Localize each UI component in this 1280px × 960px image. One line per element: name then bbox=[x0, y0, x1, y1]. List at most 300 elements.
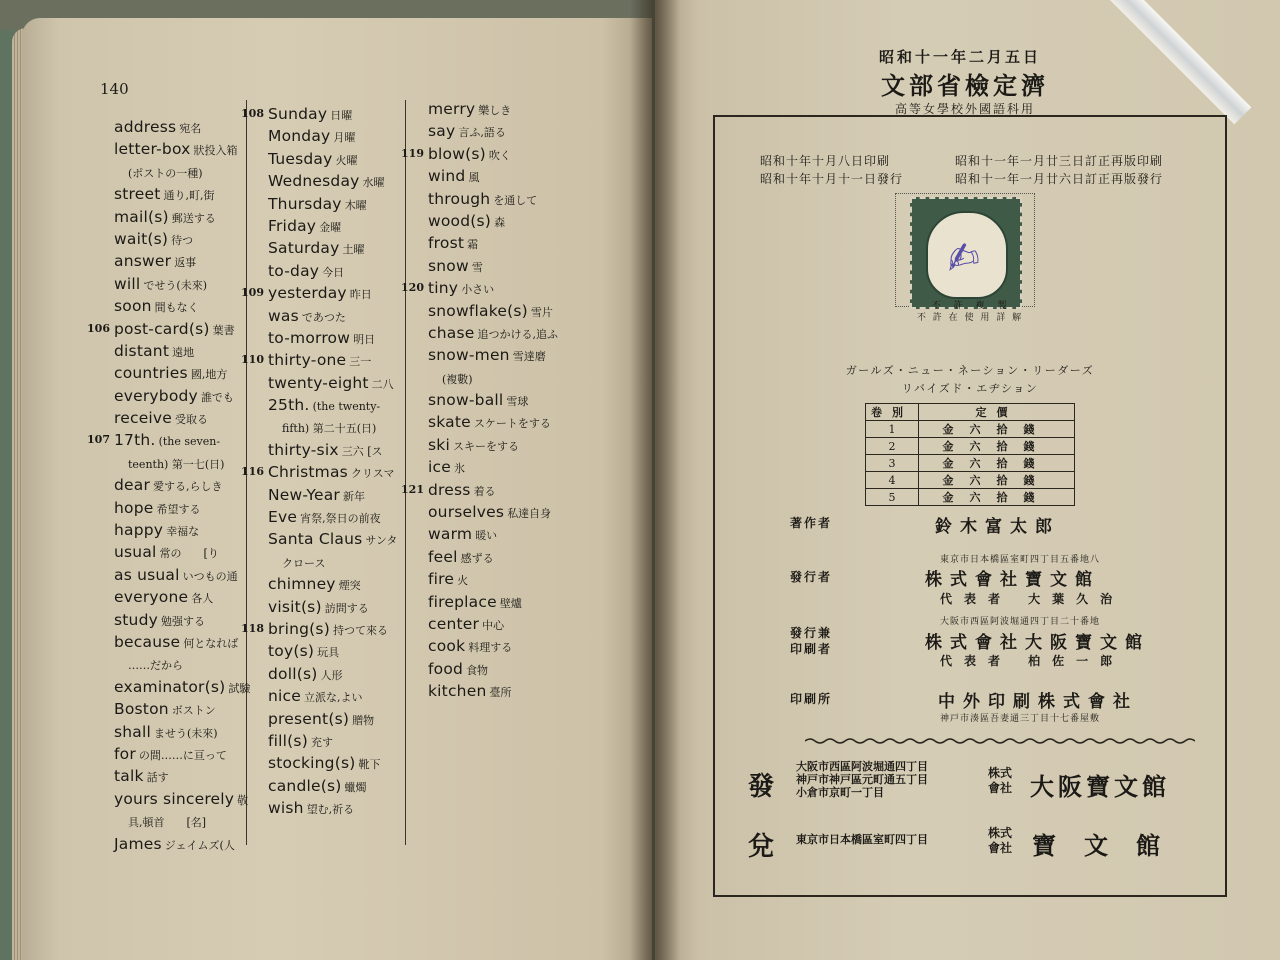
vocab-meaning: 試驗 bbox=[228, 681, 251, 695]
vocab-meaning: 玩具 bbox=[317, 646, 340, 660]
vocab-meaning: 何となれば bbox=[183, 636, 239, 650]
price-row bbox=[866, 472, 1075, 489]
vocab-entry bbox=[241, 349, 397, 371]
vocab-meaning: (ポストの一種) bbox=[128, 166, 203, 180]
vocab-word: present(s) bbox=[268, 709, 350, 728]
vocab-entry bbox=[428, 120, 558, 142]
vocab-meaning: 宛名 bbox=[179, 122, 202, 135]
vocab-word: fill(s) bbox=[268, 731, 308, 750]
republish-date: 昭和十一年一月廿六日訂正再版發行 bbox=[955, 172, 1164, 186]
vocab-entry bbox=[87, 429, 250, 451]
vocab-entry bbox=[401, 479, 558, 501]
vocab-meaning: 昨日 bbox=[349, 288, 372, 302]
wavy-divider bbox=[805, 737, 1195, 745]
vocab-word: fire bbox=[428, 570, 455, 589]
vocab-entry bbox=[268, 685, 397, 707]
vocab-word: answer bbox=[114, 252, 172, 271]
vocab-entry bbox=[114, 206, 250, 228]
vocab-entry bbox=[428, 322, 558, 344]
vocab-word: happy bbox=[114, 521, 164, 540]
vocab-entry bbox=[428, 389, 558, 411]
vocab-meaning: 靴下 bbox=[358, 758, 381, 772]
vocab-word: Saturday bbox=[268, 239, 340, 258]
vocab-meaning: 望む,祈る bbox=[306, 803, 355, 817]
vocab-entry bbox=[428, 300, 558, 322]
vocab-meaning: 國,地方 bbox=[190, 368, 228, 382]
lesson-number: 110 bbox=[241, 353, 264, 367]
vocab-meaning: 具,頓首 [名] bbox=[128, 816, 207, 830]
vocab-entry bbox=[268, 439, 397, 461]
volume-number: 1 bbox=[866, 421, 919, 438]
vocab-word: address bbox=[114, 118, 177, 136]
vocab-word: chimney bbox=[268, 575, 336, 594]
vocab-meaning: の間……に亘って bbox=[138, 748, 227, 762]
vocab-meaning: 雪 bbox=[471, 260, 483, 274]
vocab-meaning: 感ずる bbox=[460, 551, 494, 565]
vocab-entry bbox=[428, 613, 558, 635]
page-number: 140 bbox=[100, 80, 129, 98]
vocab-word: blow(s) bbox=[428, 144, 486, 163]
approval-date: 昭和十一年二月五日 bbox=[878, 48, 1041, 66]
vocab-entry bbox=[428, 456, 558, 478]
vocab-entry bbox=[428, 255, 558, 277]
vocab-meaning: 料理する bbox=[468, 641, 513, 655]
vocab-entry bbox=[114, 586, 250, 608]
vocab-entry bbox=[114, 810, 250, 832]
approval-title: 文部省檢定濟 bbox=[881, 71, 1049, 100]
vocab-meaning: ……だから bbox=[128, 659, 183, 673]
vocab-word: snow bbox=[428, 256, 469, 275]
vocab-meaning: 金曜 bbox=[319, 220, 342, 234]
vocab-meaning: クリスマ bbox=[350, 467, 395, 481]
price-row bbox=[866, 455, 1075, 472]
vocab-entry bbox=[268, 193, 397, 215]
vocab-entry bbox=[268, 260, 397, 282]
vocab-word: Boston bbox=[114, 700, 169, 719]
volume-price: 金六拾錢 bbox=[919, 455, 1075, 472]
press-name: 中外印刷株式會社 bbox=[938, 692, 1138, 712]
vocab-meaning: 通り,町,街 bbox=[163, 189, 215, 203]
vocab-entry bbox=[114, 474, 250, 496]
vocab-word: kitchen bbox=[428, 682, 487, 701]
price-row bbox=[866, 489, 1075, 506]
vocab-word: distant bbox=[114, 341, 170, 360]
lesson-number: 121 bbox=[401, 482, 424, 496]
vocab-entry bbox=[268, 663, 397, 685]
vocab-entry bbox=[114, 340, 250, 362]
vocab-entry bbox=[401, 277, 558, 299]
vocab-meaning: 充す bbox=[310, 735, 333, 749]
vocab-entry bbox=[428, 501, 558, 523]
vocab-word: twenty-eight bbox=[268, 373, 369, 392]
vocab-word: wind bbox=[428, 167, 466, 186]
vocab-meaning: 持つて來る bbox=[332, 623, 388, 637]
press-address: 神戸市湊區吾妻通三丁目十七番屋敷 bbox=[940, 714, 1101, 724]
vocab-meaning: 暖い bbox=[475, 529, 498, 543]
vocab-meaning: 話す bbox=[146, 771, 169, 785]
vocab-entry bbox=[428, 188, 558, 210]
vocab-entry bbox=[428, 344, 558, 366]
vocab-word: doll(s) bbox=[268, 664, 318, 683]
vocab-meaning: 狀投入箱 bbox=[193, 144, 238, 158]
vocab-entry bbox=[268, 125, 397, 147]
vocab-word: to-day bbox=[268, 261, 320, 280]
vocab-word: warm bbox=[428, 525, 473, 544]
stamp-note bbox=[905, 300, 1035, 324]
author-name: 鈴木富太郎 bbox=[935, 517, 1060, 537]
vocab-meaning: を通して bbox=[493, 193, 538, 207]
vocab-entry bbox=[114, 519, 250, 541]
vocab-meaning: 受取る bbox=[175, 413, 209, 427]
vocab-meaning: スキーをする bbox=[452, 439, 519, 453]
vocab-word: skate bbox=[428, 413, 471, 432]
vocab-entry bbox=[114, 631, 250, 653]
vocab-entry bbox=[114, 721, 250, 743]
vocab-entry bbox=[268, 394, 397, 416]
vocab-word: ice bbox=[428, 458, 451, 477]
vocab-word: Tuesday bbox=[268, 149, 333, 168]
vocab-word: was bbox=[268, 306, 299, 325]
vocab-meaning: 郵送する bbox=[171, 211, 216, 225]
vocab-meaning: 新年 bbox=[342, 489, 365, 503]
printer-label: 發行兼 bbox=[790, 626, 833, 640]
vocab-word: Friday bbox=[268, 216, 317, 235]
vocab-entry bbox=[268, 528, 397, 550]
vocab-meaning: 待つ bbox=[171, 233, 194, 247]
vocab-meaning: 小さい bbox=[461, 283, 495, 297]
vocab-entry bbox=[114, 407, 250, 429]
vocab-column-2 bbox=[240, 103, 397, 820]
vocab-meaning: 木曜 bbox=[344, 198, 367, 212]
print-date: 昭和十年十月八日印刷 bbox=[760, 154, 891, 168]
series-title: ガールズ・ニュー・ネーション・リーダーズ bbox=[845, 364, 1095, 377]
vocab-entry bbox=[114, 765, 250, 787]
vocab-meaning: 今日 bbox=[322, 265, 345, 279]
vocab-word: Thursday bbox=[268, 194, 342, 213]
press-label: 印刷所 bbox=[790, 692, 833, 706]
vocab-meaning: 霜 bbox=[467, 238, 479, 252]
vocab-entry bbox=[428, 546, 558, 568]
vocab-entry bbox=[114, 228, 250, 250]
lesson-number: 119 bbox=[401, 146, 424, 160]
vocab-word: dear bbox=[114, 476, 151, 495]
distributor-name: 寶文館 bbox=[1032, 831, 1188, 860]
revenue-stamp bbox=[910, 197, 1022, 309]
vocab-entry bbox=[114, 564, 250, 586]
series-edition: リバイズド・エヂション bbox=[901, 382, 1039, 395]
seal-mark-icon: ✍ bbox=[941, 232, 984, 284]
vocab-entry bbox=[114, 609, 250, 631]
vocab-column-3 bbox=[400, 98, 558, 703]
vocab-word: to-morrow bbox=[268, 328, 351, 347]
distributor-addresses bbox=[796, 760, 928, 799]
vocab-word: feel bbox=[428, 547, 458, 566]
vocab-meaning: 追つかける,追ふ bbox=[477, 327, 558, 341]
vocab-word: tiny bbox=[428, 279, 459, 298]
vocab-meaning: 立派な,よい bbox=[304, 691, 363, 705]
vocab-entry bbox=[401, 143, 558, 165]
stamp-shield bbox=[926, 211, 1008, 299]
vocab-meaning: 日曜 bbox=[330, 109, 353, 122]
vocab-word: everyone bbox=[114, 588, 189, 607]
header-volume: 卷別 bbox=[866, 404, 919, 421]
vocab-meaning: (the seven- bbox=[158, 435, 221, 449]
vocab-word: snowflake(s) bbox=[428, 301, 528, 320]
vocab-meaning: 風 bbox=[468, 171, 480, 185]
stamp-note-line: 不 許 在 使 用 詳 解 bbox=[916, 313, 1024, 323]
publisher-label: 發行者 bbox=[790, 570, 833, 584]
vocab-word: James bbox=[114, 834, 162, 853]
vocab-word: chase bbox=[428, 323, 475, 342]
vocab-meaning: 雪球 bbox=[506, 395, 529, 409]
vocab-entry bbox=[428, 568, 558, 590]
vocab-meaning: 希望する bbox=[156, 502, 201, 516]
vocab-word: because bbox=[114, 632, 181, 651]
vocab-entry bbox=[114, 161, 250, 183]
vocab-entry bbox=[428, 165, 558, 187]
vocab-entry bbox=[114, 743, 250, 765]
distributor-address-line: 大阪市西區阿波堀通四丁目 bbox=[796, 760, 928, 773]
vocab-entry bbox=[428, 232, 558, 254]
volume-price: 金六拾錢 bbox=[919, 438, 1075, 455]
vocab-meaning: 臺所 bbox=[489, 686, 512, 700]
vocab-word: shall bbox=[114, 722, 152, 741]
vocab-entry bbox=[114, 497, 250, 519]
vocab-meaning: いつもの通 bbox=[182, 569, 238, 583]
vocab-entry bbox=[114, 676, 250, 698]
vocab-word: thirty-one bbox=[268, 351, 347, 370]
vocab-word: Wednesday bbox=[268, 172, 360, 191]
company-type-line: 會社 bbox=[987, 781, 1012, 795]
price-table-header bbox=[866, 404, 1075, 421]
vocab-word: nice bbox=[268, 687, 301, 706]
vocab-entry bbox=[114, 183, 250, 205]
vocab-meaning: 火 bbox=[457, 574, 469, 588]
vocab-word: through bbox=[428, 189, 491, 208]
vocab-word: hope bbox=[114, 498, 154, 517]
distributor-mark: 發 bbox=[748, 772, 775, 802]
vocab-meaning: 食物 bbox=[466, 663, 489, 677]
vocab-entry bbox=[428, 658, 558, 680]
vocab-meaning: 敬 bbox=[237, 793, 249, 807]
vocab-meaning: 宵祭,祭日の前夜 bbox=[300, 512, 381, 526]
price-row bbox=[866, 438, 1075, 455]
vocab-entry bbox=[114, 273, 250, 295]
vocab-meaning: (複數) bbox=[442, 372, 473, 386]
vocab-entry bbox=[268, 551, 397, 573]
price-table bbox=[865, 403, 1075, 506]
vocab-meaning: teenth) 第一七(日) bbox=[128, 457, 225, 471]
vocab-entry bbox=[428, 210, 558, 232]
vocab-meaning: 氷 bbox=[453, 462, 465, 476]
vocab-entry bbox=[268, 775, 397, 797]
vocab-entry bbox=[428, 635, 558, 657]
company-type bbox=[980, 766, 1020, 796]
vocab-entry bbox=[114, 295, 250, 317]
vocab-word: post-card(s) bbox=[114, 319, 210, 338]
vocab-word: Monday bbox=[268, 127, 331, 146]
volume-price: 金六拾錢 bbox=[919, 489, 1075, 506]
vocab-entry bbox=[241, 282, 397, 304]
vocab-entry bbox=[114, 833, 250, 855]
vocab-entry bbox=[114, 698, 250, 720]
vocab-meaning: 幸福な bbox=[166, 525, 200, 539]
vocab-word: cook bbox=[428, 637, 466, 656]
lesson-number: 107 bbox=[87, 433, 110, 447]
vocab-meaning: 着る bbox=[473, 484, 496, 498]
company-type bbox=[980, 826, 1020, 856]
vocab-meaning: 遠地 bbox=[172, 345, 195, 359]
vocab-word: thirty-six bbox=[268, 440, 339, 459]
vocab-meaning: 私達自身 bbox=[507, 507, 552, 521]
vocab-entry bbox=[268, 484, 397, 506]
vocab-meaning: 訪問する bbox=[324, 601, 369, 615]
vocab-entry bbox=[268, 237, 397, 259]
vocab-entry bbox=[114, 362, 250, 384]
vocab-word: ourselves bbox=[428, 503, 505, 522]
vocab-word: candle(s) bbox=[268, 776, 342, 795]
vocab-word: Christmas bbox=[268, 463, 348, 482]
printer-representative: 代表者 柏佐一郎 bbox=[940, 654, 1125, 668]
printer-label: 印刷者 bbox=[790, 642, 833, 656]
vocab-entry bbox=[428, 411, 558, 433]
vocab-word: everybody bbox=[114, 386, 198, 405]
vocab-meaning: 土曜 bbox=[342, 243, 365, 257]
vocab-meaning: 火曜 bbox=[335, 153, 358, 167]
vocab-meaning: スケートをする bbox=[473, 417, 551, 431]
vocab-meaning: 明日 bbox=[353, 332, 376, 346]
vocab-word: as usual bbox=[114, 565, 180, 584]
vocab-word: study bbox=[114, 610, 158, 629]
lesson-number: 118 bbox=[241, 621, 264, 635]
vocab-entry bbox=[268, 327, 397, 349]
vocab-entry bbox=[428, 523, 558, 545]
lesson-number: 108 bbox=[241, 107, 264, 120]
vocab-meaning: 蠟燭 bbox=[344, 780, 367, 794]
vocab-meaning: 葉書 bbox=[212, 323, 235, 337]
distributor-name: 大阪寶文館 bbox=[1030, 772, 1170, 801]
vocab-entry bbox=[241, 461, 397, 483]
vocab-word: visit(s) bbox=[268, 597, 322, 616]
vocab-entry bbox=[268, 416, 397, 438]
vocab-entry bbox=[268, 372, 397, 394]
vocab-meaning: 贈物 bbox=[352, 713, 375, 727]
vocab-meaning: 二八 bbox=[371, 377, 394, 391]
vocab-meaning: 吹く bbox=[488, 148, 511, 162]
vocab-word: wish bbox=[268, 799, 304, 818]
vocab-meaning: 三六 [ス bbox=[341, 444, 383, 458]
vocab-entry bbox=[268, 215, 397, 237]
vocab-entry bbox=[241, 103, 397, 125]
vocab-meaning: 中心 bbox=[482, 618, 505, 632]
vocab-entry bbox=[428, 591, 558, 613]
vocab-entry bbox=[268, 305, 397, 327]
vocab-entry bbox=[114, 138, 250, 160]
vocab-entry bbox=[268, 708, 397, 730]
book-spine bbox=[630, 0, 680, 960]
approval-subtitle: 高等女學校外國語科用 bbox=[894, 102, 1035, 116]
vocab-entry bbox=[114, 788, 250, 810]
volume-number: 4 bbox=[866, 472, 919, 489]
volume-number: 5 bbox=[866, 489, 919, 506]
vocab-word: Eve bbox=[268, 508, 298, 527]
vocab-entry bbox=[268, 573, 397, 595]
vocab-meaning: サンタ bbox=[365, 534, 398, 548]
vocab-meaning: 言ふ,語る bbox=[458, 126, 506, 140]
vocab-entry bbox=[428, 680, 558, 702]
vocab-entry bbox=[268, 752, 397, 774]
distributor-address-line: 神戸市神戸區元町通五丁目 bbox=[796, 773, 928, 786]
distributor-mark: 兌 bbox=[748, 832, 775, 862]
vocab-entry bbox=[241, 618, 397, 640]
printer-address: 大阪市西區阿波堀通四丁目二十番地 bbox=[940, 617, 1101, 627]
vocab-word: center bbox=[428, 614, 480, 633]
vocab-entry bbox=[114, 116, 250, 138]
vocab-entry bbox=[87, 318, 250, 340]
lesson-number: 109 bbox=[241, 286, 264, 300]
reprint-date: 昭和十一年一月廿三日訂正再版印刷 bbox=[955, 154, 1164, 168]
vocab-word: snow-ball bbox=[428, 391, 504, 410]
vocab-word: will bbox=[114, 274, 141, 293]
vocab-entry bbox=[268, 170, 397, 192]
vocab-meaning: 三一 bbox=[349, 355, 372, 369]
vocab-word: New-Year bbox=[268, 485, 340, 504]
vocab-word: stocking(s) bbox=[268, 754, 356, 773]
vocab-meaning: でせう(未來) bbox=[143, 278, 207, 292]
vocab-word: talk bbox=[114, 767, 144, 786]
lesson-number: 120 bbox=[401, 281, 424, 295]
vocab-word: letter-box bbox=[114, 140, 191, 159]
header-price: 定價 bbox=[919, 404, 1075, 421]
vocab-meaning: 水曜 bbox=[362, 176, 385, 190]
volume-price: 金六拾錢 bbox=[919, 472, 1075, 489]
vocab-entry bbox=[428, 434, 558, 456]
volume-number: 2 bbox=[866, 438, 919, 455]
vocab-word: yesterday bbox=[268, 284, 347, 303]
vocab-meaning: 愛する,らしき bbox=[153, 480, 223, 494]
vocab-word: street bbox=[114, 185, 161, 204]
vocab-word: wood(s) bbox=[428, 211, 492, 230]
vocab-entry bbox=[268, 506, 397, 528]
vocab-meaning: ジェイムズ(人 bbox=[164, 838, 235, 852]
vocab-entry bbox=[114, 250, 250, 272]
vocab-word: wait(s) bbox=[114, 229, 169, 248]
vocab-word: food bbox=[428, 659, 464, 678]
vocab-entry bbox=[268, 640, 397, 662]
vocab-entry bbox=[428, 367, 558, 389]
vocab-word: dress bbox=[428, 480, 471, 499]
vocab-meaning: 返事 bbox=[174, 256, 197, 270]
vocab-meaning: であつた bbox=[301, 310, 346, 324]
vocab-word: examinator(s) bbox=[114, 677, 226, 696]
vocab-meaning: 樂しき bbox=[478, 104, 512, 117]
vocab-word: 17th. bbox=[114, 431, 156, 450]
vocab-meaning: (the twenty- bbox=[312, 400, 381, 414]
author-label: 著作者 bbox=[790, 516, 833, 530]
vocab-word: soon bbox=[114, 297, 152, 316]
vocab-word: for bbox=[114, 744, 136, 763]
vocab-meaning: 勉强する bbox=[161, 614, 205, 628]
vocab-word: bring(s) bbox=[268, 619, 330, 638]
vocab-word: snow-men bbox=[428, 346, 510, 365]
vocab-entry bbox=[268, 596, 397, 618]
vocab-meaning: fifth) 第二十五(日) bbox=[282, 422, 377, 436]
vocab-word: say bbox=[428, 122, 456, 141]
vocab-meaning: 森 bbox=[494, 215, 506, 229]
vocab-meaning: ボストン bbox=[171, 704, 216, 718]
vocab-meaning: 各人 bbox=[191, 592, 214, 606]
vocab-word: 25th. bbox=[268, 396, 310, 415]
